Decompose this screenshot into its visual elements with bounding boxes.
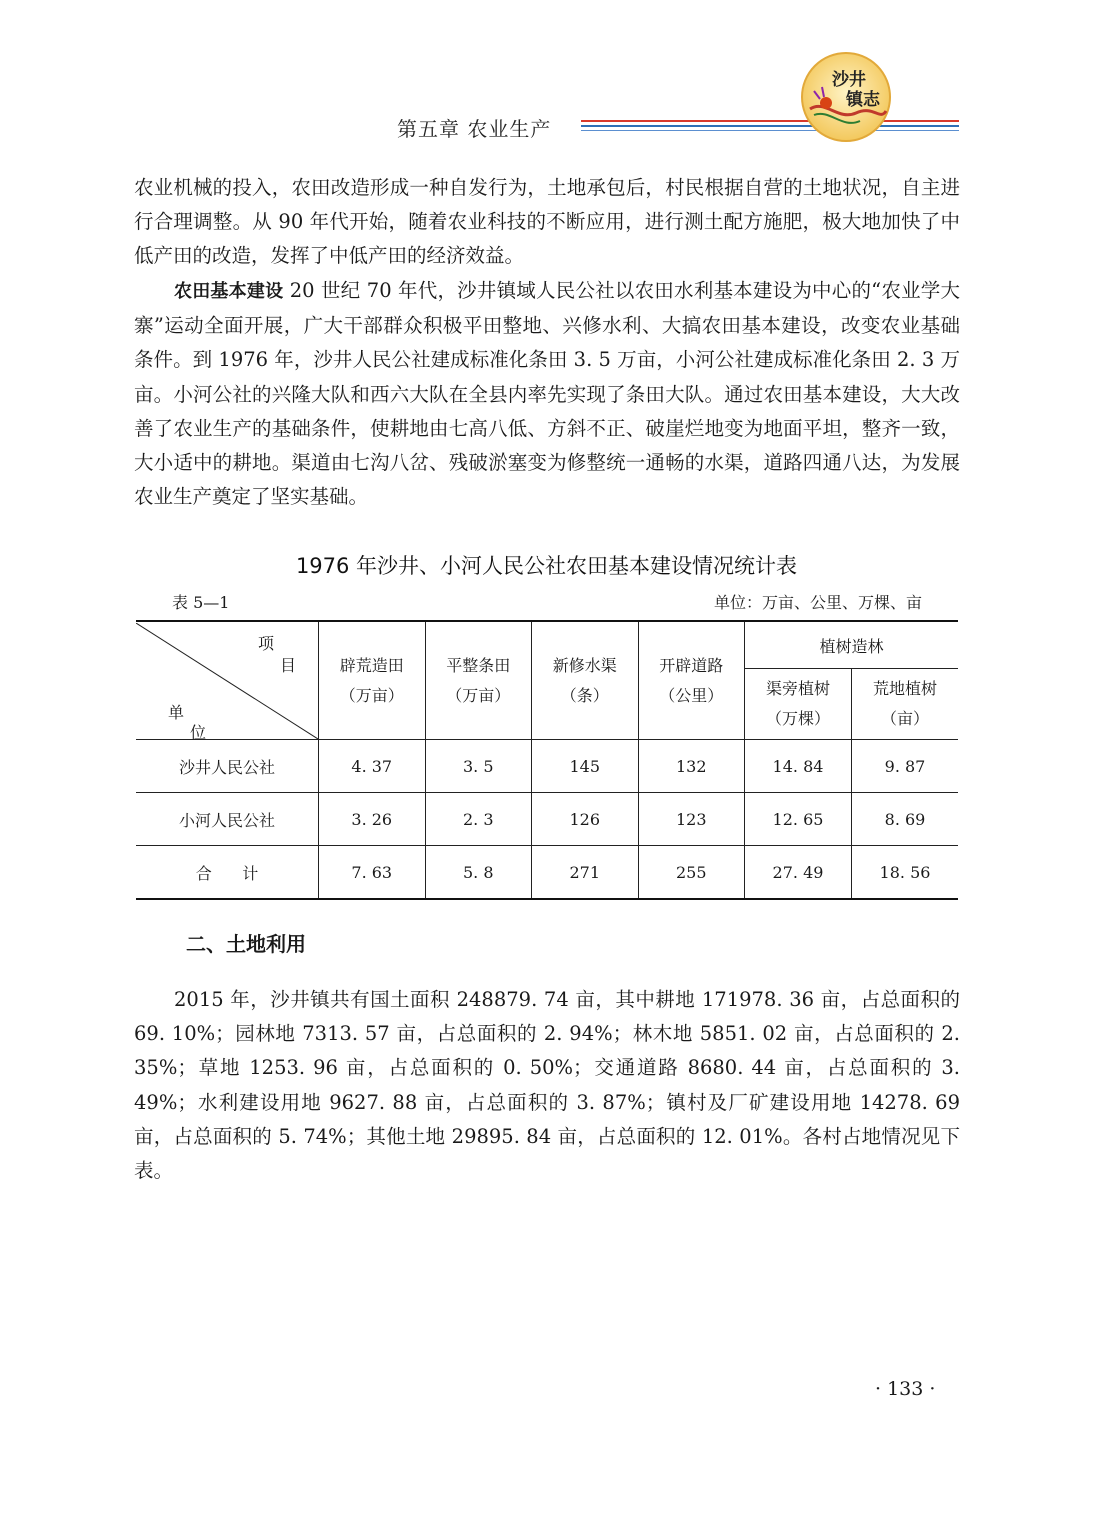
- table-cell: 27. 49: [745, 846, 852, 900]
- table-row: [136, 793, 958, 846]
- corner-item-label-1: 项: [257, 633, 274, 653]
- column-unit: （万亩）: [339, 685, 404, 705]
- subcolumn-header: [852, 669, 959, 740]
- column-header: [532, 621, 639, 740]
- table-cell: 5. 8: [425, 846, 532, 900]
- column-header: [638, 621, 745, 740]
- subcolumn-unit: （亩）: [880, 709, 929, 728]
- column-unit: （公里）: [659, 685, 724, 705]
- table-cell: 123: [638, 793, 745, 846]
- table-cell: 8. 69: [852, 793, 959, 846]
- table-cell: 2. 3: [425, 793, 532, 846]
- paragraph-lead-term: 农田基本建设: [174, 281, 284, 302]
- row-label: 沙井人民公社: [136, 740, 319, 793]
- header-rule-blue-thin: [581, 130, 959, 131]
- table-number: 表 5—1: [172, 593, 230, 612]
- column-name: 辟荒造田: [339, 655, 404, 675]
- paragraph-2-text: 20 世纪 70 年代，沙井镇域人民公社以农田水利基本建设为中心的“农业学大寨”运动全面开展，广大干部群众积极平田整地、兴修水利、大搞农田基本建设，改变农业基础条件。到 1976 年，沙井人民公社建成标准化条田 3. 5 万亩，小河公社建成标准化条田 2. 3 万亩。小河公社的兴隆大队和西六大队在全县内率先实现了条田大队。通过农田基本建设，大大改善了农业生产的基础条件，使耕地由七高八低、方斜不正、破崖烂地变为地面平坦，整齐一致，大小适中的耕地。渠道由七沟八岔、残破淤塞变为修整统一通畅的水渠，道路四通八达，为发展农业生产奠定了坚实基础。: [134, 279, 961, 509]
- table-cell: 271: [532, 846, 639, 900]
- paragraph-land-use: [134, 983, 960, 1188]
- row-label: 小河人民公社: [136, 793, 319, 846]
- table-cell: 14. 84: [745, 740, 852, 793]
- subcolumn-unit: （万棵）: [765, 709, 830, 728]
- table-cell: 12. 65: [745, 793, 852, 846]
- table-cell: 9. 87: [852, 740, 959, 793]
- column-name: 平整条田: [446, 655, 511, 675]
- column-header: [425, 621, 532, 740]
- paragraph-mechanization: [134, 171, 960, 274]
- paragraph-1-text: 农业机械的投入，农田改造形成一种自发行为，土地承包后，村民根据自营的土地状况，自主进行合理调整。从 90 年代开始，随着农业科技的不断应用，进行测土配方施肥，极大地加快了中低产田的改造，发挥了中低产田的经济效益。: [134, 176, 960, 268]
- table-cell: 145: [532, 740, 639, 793]
- page-number: · 133 ·: [875, 1378, 936, 1400]
- chapter-title: 第五章 农业生产: [397, 117, 552, 141]
- section-heading: 二、土地利用: [186, 932, 306, 956]
- table-row-total: [136, 846, 958, 900]
- column-name: 开辟道路: [659, 655, 724, 675]
- header-rule-red: [581, 120, 959, 122]
- subcolumn-name: 荒地植树: [872, 679, 937, 698]
- group-header: 植树造林: [745, 621, 959, 669]
- subcolumn-name: 渠旁植树: [765, 679, 830, 698]
- subcolumn-header: [745, 669, 852, 740]
- header-rule-blue: [581, 125, 959, 127]
- table-cell: 18. 56: [852, 846, 959, 900]
- table-cell: 7. 63: [319, 846, 426, 900]
- table-unit-note: 单位：万亩、公里、万棵、亩: [713, 593, 922, 612]
- paragraph-farmland-construction: [134, 274, 960, 514]
- chronicle-seal-logo: [800, 51, 892, 143]
- corner-item-label-2: 目: [279, 655, 296, 675]
- corner-unit-label-1: 单: [168, 702, 185, 722]
- column-unit: （万亩）: [446, 685, 511, 705]
- table-cell: 132: [638, 740, 745, 793]
- table-corner-cell: [136, 621, 319, 740]
- table-cell: 4. 37: [319, 740, 426, 793]
- row-label: 合 计: [136, 846, 319, 900]
- table-row: [136, 740, 958, 793]
- table-cell: 3. 26: [319, 793, 426, 846]
- table-cell: 126: [532, 793, 639, 846]
- farmland-statistics-table: [136, 620, 958, 900]
- column-header: [319, 621, 426, 740]
- table-title: 1976 年沙井、小河人民公社农田基本建设情况统计表: [295, 554, 798, 578]
- paragraph-3-text: 2015 年，沙井镇共有国土面积 248879. 74 亩，其中耕地 171978. 36 亩，占总面积的 69. 10%；园林地 7313. 57 亩，占总面积的 2. 94%；林木地 5851. 02 亩，占总面积的 2. 35%；草地 1253. 96 亩，占总面积的 0. 50%；交通道路 8680. 44 亩，占总面积的 3. 49%；水利建设用地 9627. 88 亩，占总面积的 3. 87%；镇村及厂矿建设用地 14278. 69 亩，占总面积的 5. 74%；其他土地 29895. 84 亩，占总面积的 12. 01%。各村占地情况见下表。: [134, 988, 960, 1183]
- column-unit: （条）: [560, 685, 609, 705]
- seal-text-2: 镇志: [846, 90, 880, 110]
- column-name: 新修水渠: [552, 655, 617, 675]
- seal-text-1: 沙井: [832, 70, 866, 90]
- table-cell: 255: [638, 846, 745, 900]
- corner-unit-label-2: 位: [190, 722, 207, 742]
- table-cell: 3. 5: [425, 740, 532, 793]
